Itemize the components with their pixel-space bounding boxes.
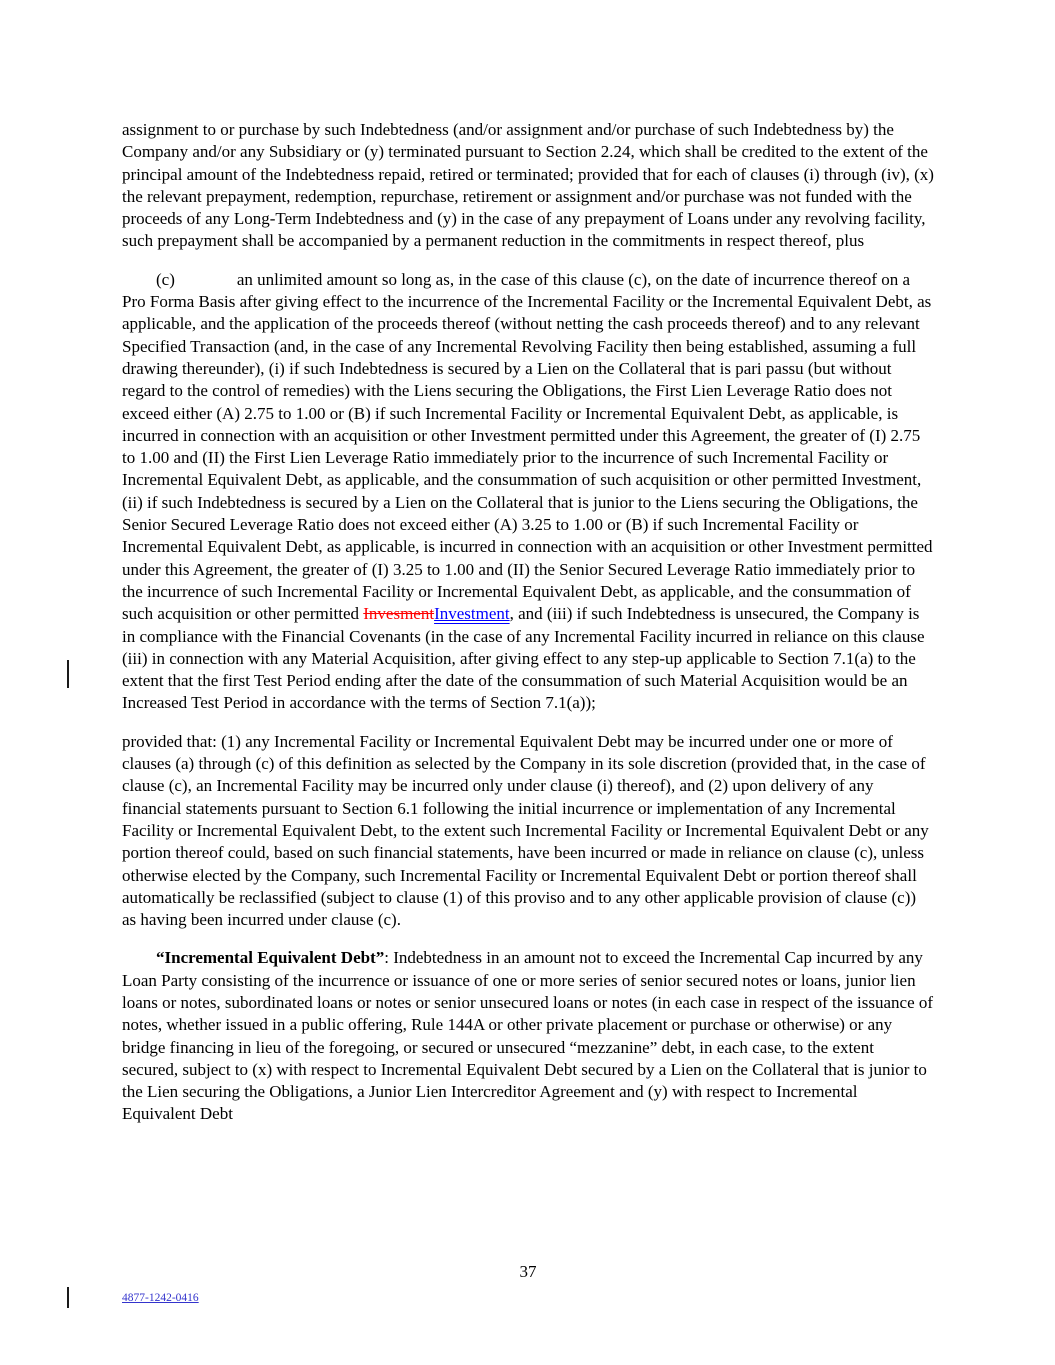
paragraph-proviso: provided that: (1) any Incremental Facility or Incremental Equivalent Debt may be incurred under one or more of clauses (a) through (c) of this definition as selected by the Company in its sole discretion (provided that, in the case of clause (c), an Incremental Facility may be incurred only under clause (i) thereof), and (2) upon delivery of any financial statements pursuant to Section 6.1 following the initial incurrence or implementation of any Incremental Facility or Incremental Equivalent Debt, to the extent such Incremental Facility or Incremental Equivalent Debt or any portion thereof could, based on such financial statements, have been incurred or made in reliance on clause (c), unless otherwise elected by the Company, such Incremental Facility or Incremental Equivalent Debt or portion thereof shall automatically be reclassified (subject to clause (1) of this proviso and to any other applicable provision of clause (c)) as having been incurred under clause (c). xyxy=(122,731,929,930)
inserted-text: Investment xyxy=(434,604,510,624)
clause-c-text-before-edit: an unlimited amount so long as, in the case of this clause (c), on the date of incurrence thereof on a Pro Forma Basis after giving effect to the incurrence of the Incremental Facility or the Incremental Equivalent Debt, as applicable, and the application of the proceeds thereof (without netting the cash proceeds thereof) and to any relevant Specified Transaction (and, in the case of any Incremental Revolving Facility then being established, assuming a full drawing thereunder), (i) if such Indebtedness is secured by a Lien on the Collateral that is pari passu (but without regard to the control of remedies) with the Liens securing the Obligations, the First Lien Leverage Ratio does not exceed either (A) 2.75 to 1.00 or (B) if such Incremental Facility or Incremental Equivalent Debt, as applicable, is incurred in connection with an acquisition or other Investment permitted under this Agreement, the greater of (I) 2.75 to 1.00 and (II) the First Lien Leverage Ratio immediately prior to the incurrence of such Incremental Facility or Incremental Equivalent Debt, as applicable, and the consummation of such acquisition or other permitted Investment, (ii) if such Indebtedness is secured by a Lien on the Collateral that is junior to the Liens securing the Obligations, the Senior Secured Leverage Ratio does not exceed either (A) 3.25 to 1.00 or (B) if such Incremental Facility or Incremental Equivalent Debt, as applicable, is incurred in connection with an acquisition or other Investment permitted under this Agreement, the greater of (I) 3.25 to 1.00 and (II) the Senior Secured Leverage Ratio immediately prior to the incurrence of such Incremental Facility or Incremental Equivalent Debt, as applicable, and the consummation of such acquisition or other permitted xyxy=(122,269,933,624)
document-body xyxy=(122,119,934,1142)
defined-term: “Incremental Equivalent Debt” xyxy=(156,948,385,968)
deleted-text: Invesment xyxy=(363,604,435,624)
paragraph-incremental-equivalent-debt xyxy=(122,947,934,1125)
page-number: 37 xyxy=(519,1262,537,1281)
change-bar-edit-line xyxy=(67,660,69,688)
paragraph-continuation: assignment to or purchase by such Indebtedness (and/or assignment and/or purchase of such Indebtedness by) the Company and/or any Subsidiary or (y) terminated pursuant to Section 2.24, which shall be credited to the extent of the principal amount of the Indebtedness repaid, retired or terminated; provided that for each of clauses (i) through (iv), (x) the relevant prepayment, redemption, repurchase, retirement or assignment and/or purchase was not funded with the proceeds of any Long-Term Indebtedness and (y) in the case of any prepayment of Loans under any revolving facility, such prepayment shall be accompanied by a permanent reduction in the commitments in respect thereof, plus xyxy=(122,120,934,251)
clause-c-label: (c) xyxy=(156,269,175,289)
clause-c-text-after-edit: , and (iii) if such Indebtedness is unsecured, the Company is in compliance with the Financial Covenants (in the case of any Incremental Facility incurred in reliance on this clause (iii) in connection with any Material Acquisition, after giving effect to any step-up applicable to Section 7.1(a) to the extent that the first Test Period ending after the date of the consummation of such Material Acquisition would be an Increased Test Period in accordance with the terms of Section 7.1(a)); xyxy=(122,604,925,713)
document-id-stamp: 4877-1242-0416 xyxy=(122,1292,199,1304)
paragraph-clause-c xyxy=(122,269,934,715)
definition-text: : Indebtedness in an amount not to exceed the Incremental Cap incurred by any Loan Party consisting of the incurrence or issuance of one or more series of senior secured notes or loans, junior lien loans or notes, subordinated loans or notes or senior unsecured loans or notes (in each case in respect of the issuance of notes, whether issued in a public offering, Rule 144A or other private placement or purchase or otherwise) or any bridge financing in lieu of the foregoing, or secured or unsecured “mezzanine” debt, in each case, to the extent secured, subject to (x) with respect to Incremental Equivalent Debt secured by a Lien on the Collateral that is junior to the Lien securing the Obligations, a Junior Lien Intercreditor Agreement and (y) with respect to Incremental Equivalent Debt xyxy=(122,948,934,1124)
change-bar-footer-line xyxy=(67,1287,69,1308)
